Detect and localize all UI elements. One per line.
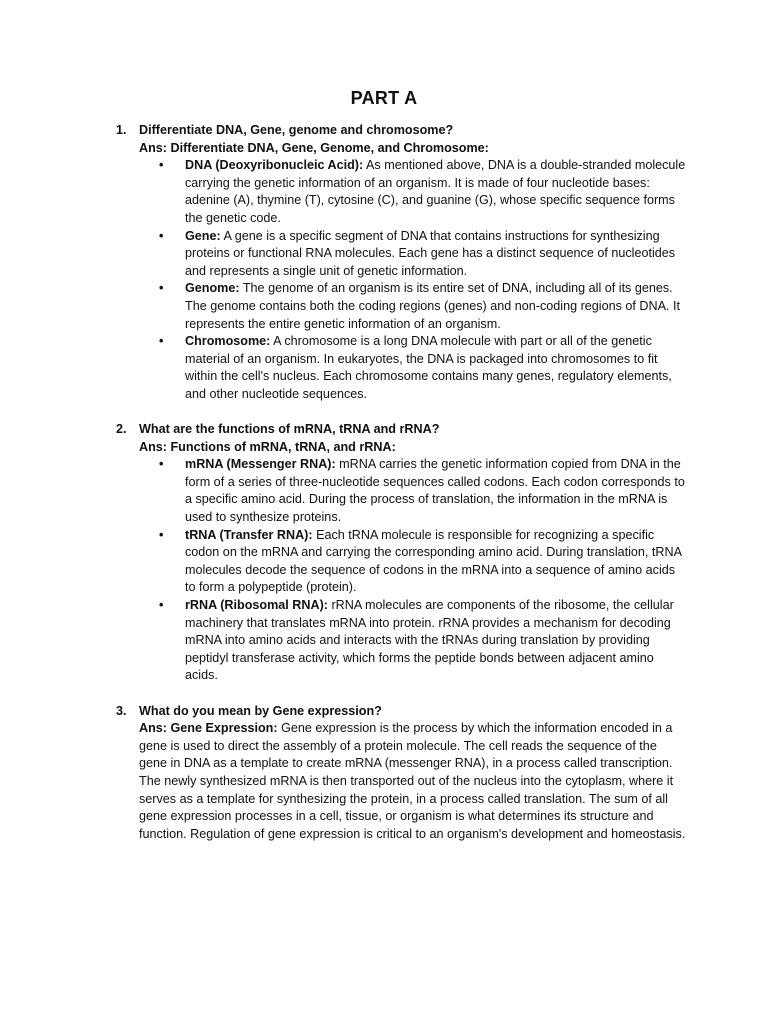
question-1 bbox=[116, 122, 686, 404]
bullet-icon: • bbox=[159, 457, 164, 472]
question-text: Differentiate DNA, Gene, genome and chromosome? bbox=[139, 123, 454, 137]
bullet-text: A gene is a specific segment of DNA that contains instructions for synthesizing proteins or functional RNA molecules. Each gene has a distinct sequence of nucleotides and represents a single unit of genetic information. bbox=[185, 228, 676, 278]
question-3 bbox=[116, 703, 686, 844]
bullet-text: Each tRNA molecule is responsible for recognizing a specific codon on the mRNA and carrying the corresponding amino acid. During translation, tRNA molecules decode the sequence of codons in the mRNA into a sequence of amino acids to form a polypeptide (protein). bbox=[185, 527, 682, 595]
bullet-text: mRNA carries the genetic information copied from DNA in the form of a series of three-nucleotide sequences called codons. Each codon corresponds to a specific amino acid. During the process of translation, the information in the mRNA is used to synthesize proteins. bbox=[185, 457, 685, 525]
question-line bbox=[116, 703, 686, 721]
bullet-term: Genome: bbox=[185, 281, 240, 296]
bullet-text: As mentioned above, DNA is a double-stranded molecule carrying the genetic information of an organism. It is made of four nucleotide bases: adenine (A), thymine (T), cytosine (C), and guanine (G), whose specific sequence forms the genetic code. bbox=[185, 158, 686, 225]
page-title: PART A bbox=[350, 88, 418, 108]
list-item bbox=[139, 597, 686, 685]
answer-heading: Ans: Differentiate DNA, Gene, Genome, and Chromosome: bbox=[139, 140, 489, 155]
bullet-text: The genome of an organism is its entire set of DNA, including all of its genes. The genome contains both the coding regions (genes) and non-coding regions of DNA. It represents the entire genetic information of an organism. bbox=[185, 281, 680, 331]
list-item bbox=[139, 228, 686, 281]
bullet-icon: • bbox=[159, 527, 164, 542]
bullet-text: rRNA molecules are components of the ribosome, the cellular machinery that translates mRNA into protein. rRNA provides a mechanism for decoding mRNA into amino acids and interacts with the tRNAs during translation by providing peptidyl transferase activity, which forms the peptide bonds between adjacent amino acids. bbox=[185, 598, 674, 683]
bullet-icon: • bbox=[159, 158, 164, 173]
bullet-icon: • bbox=[159, 598, 164, 613]
answer-heading: Ans: Functions of mRNA, tRNA, and rRNA: bbox=[139, 439, 396, 454]
answer-bullet-list bbox=[139, 456, 686, 685]
bullet-text: A chromosome is a long DNA molecule with part or all of the genetic material of an organism. In eukaryotes, the DNA is packaged into chromosomes to fit within the cell's nucleus. Each chromosome contains many genes, regulatory elements, and other nucleotide sequences. bbox=[185, 334, 672, 401]
question-number: 3. bbox=[116, 703, 127, 718]
bullet-term: mRNA (Messenger RNA): bbox=[185, 457, 336, 472]
answer-label: Ans: Gene Expression: bbox=[139, 721, 278, 736]
list-item bbox=[139, 527, 686, 597]
bullet-term: Chromosome: bbox=[185, 334, 271, 349]
question-2 bbox=[116, 421, 686, 685]
bullet-icon: • bbox=[159, 334, 164, 349]
bullet-term: DNA (Deoxyribonucleic Acid): bbox=[185, 158, 364, 173]
question-line bbox=[116, 421, 686, 439]
list-item bbox=[139, 456, 686, 526]
bullet-icon: • bbox=[159, 228, 164, 243]
bullet-icon: • bbox=[159, 281, 164, 296]
bullet-term: tRNA (Transfer RNA): bbox=[185, 527, 313, 542]
answer-text: Gene expression is the process by which the information encoded in a gene is used to direct the assembly of a protein molecule. The cell reads the sequence of the gene in DNA as a template to create mRNA (messenger RNA), in a process called transcription. The newly synthesized mRNA is then transported out of the nucleus into the cytoplasm, where it serves as a template for synthesizing the protein, in a process called translation. The sum of all gene expression processes in a cell, tissue, or organism is what determines its structure and function. Regulation of gene expression is critical to an organism's development and homeostasis. bbox=[139, 721, 686, 841]
question-number: 2. bbox=[116, 422, 127, 437]
list-item bbox=[139, 280, 686, 333]
question-line bbox=[116, 122, 686, 140]
question-number: 1. bbox=[116, 123, 127, 137]
question-text: What do you mean by Gene expression? bbox=[139, 703, 382, 718]
bullet-term: Gene: bbox=[185, 228, 221, 243]
answer-paragraph bbox=[139, 720, 686, 843]
question-text: What are the functions of mRNA, tRNA and rRNA? bbox=[139, 422, 440, 437]
question-list bbox=[116, 122, 686, 843]
list-item bbox=[139, 333, 686, 403]
list-item bbox=[139, 157, 686, 227]
bullet-term: rRNA (Ribosomal RNA): bbox=[185, 598, 328, 613]
answer-bullet-list bbox=[139, 157, 686, 403]
